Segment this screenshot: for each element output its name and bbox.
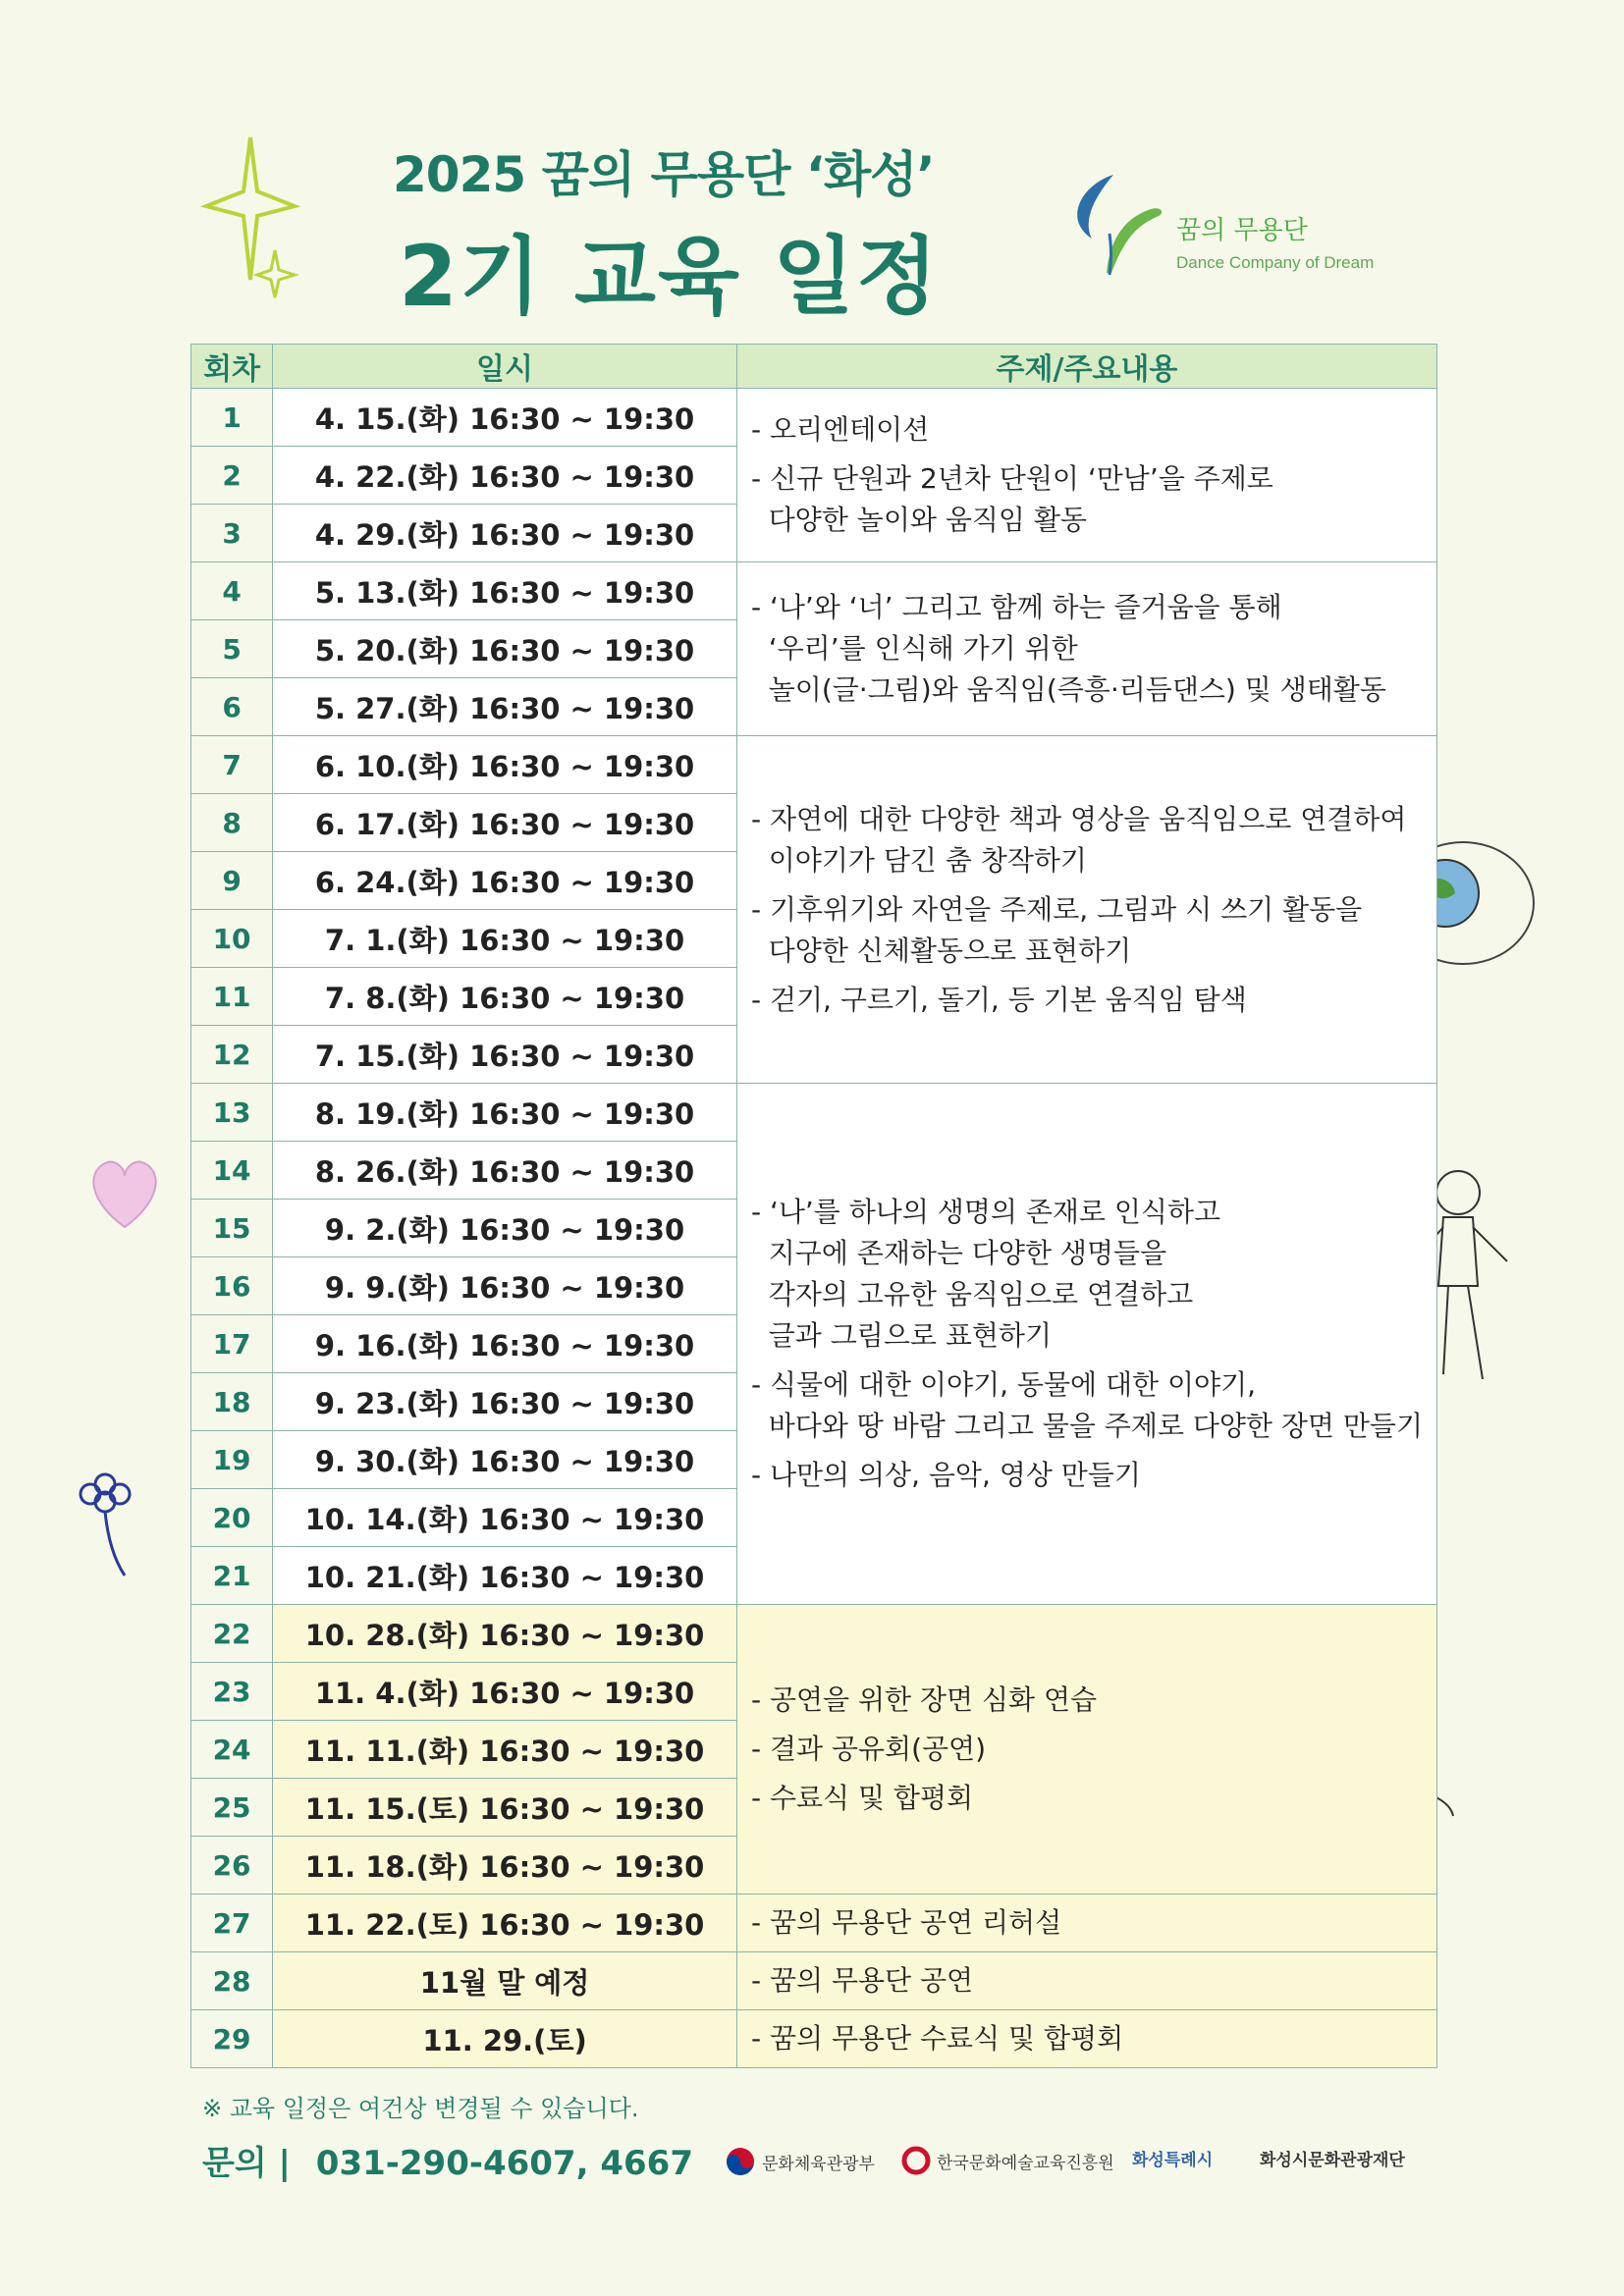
session-datetime: 11. 22.(토) 16:30 ~ 19:30: [273, 1895, 737, 1952]
table-row: [191, 1605, 1437, 1663]
topic-cell: [736, 1605, 1436, 1895]
sponsor-mcst: [725, 2146, 875, 2177]
session-datetime: 7. 1.(화) 16:30 ~ 19:30: [273, 910, 737, 968]
session-datetime: 6. 24.(화) 16:30 ~ 19:30: [273, 852, 737, 910]
session-number: 29: [191, 2010, 273, 2068]
session-number: 3: [191, 505, 273, 562]
topic-item: - 꿈의 무용단 공연: [750, 1964, 974, 1997]
session-number: 14: [191, 1142, 273, 1200]
session-number: 8: [191, 794, 273, 852]
topic-item: - 자연에 대한 다양한 책과 영상을 움직임으로 연결하여 이야기가 담긴 춤 창작하기: [750, 802, 1407, 877]
session-number: 26: [191, 1837, 273, 1895]
taegeuk-icon: [725, 2146, 756, 2177]
session-datetime: 11. 29.(토): [273, 2010, 737, 2068]
leaf-logo-icon: [1053, 165, 1170, 283]
session-number: 20: [191, 1489, 273, 1547]
title-line1: 2025 꿈의 무용단 ‘화성’: [393, 146, 935, 203]
table-row: [191, 2010, 1437, 2068]
session-datetime: 9. 16.(화) 16:30 ~ 19:30: [273, 1315, 737, 1373]
topic-item: - 수료식 및 합평회: [750, 1782, 974, 1814]
session-number: 17: [191, 1315, 273, 1373]
session-datetime: 8. 26.(화) 16:30 ~ 19:30: [273, 1142, 737, 1200]
session-number: 16: [191, 1257, 273, 1315]
sponsor-arte: [901, 2146, 1114, 2175]
session-datetime: 9. 23.(화) 16:30 ~ 19:30: [273, 1373, 737, 1431]
topic-item: - 오리엔테이션: [750, 413, 930, 446]
session-number: 23: [191, 1663, 273, 1721]
topic-item: - 나만의 의상, 음악, 영상 만들기: [750, 1459, 1141, 1491]
topic-cell: [736, 2010, 1436, 2068]
flower-doodle-icon: [71, 1472, 139, 1580]
topic-item: - 신규 단원과 2년차 단원이 ‘만남’을 주제로 다양한 놀이와 움직임 활동: [750, 462, 1273, 536]
session-datetime: 10. 21.(화) 16:30 ~ 19:30: [273, 1547, 737, 1605]
session-number: 24: [191, 1721, 273, 1779]
session-datetime: 7. 8.(화) 16:30 ~ 19:30: [273, 968, 737, 1026]
arte-logo-icon: [901, 2146, 931, 2175]
session-number: 27: [191, 1895, 273, 1952]
session-datetime: 11월 말 예정: [273, 1952, 737, 2010]
sponsor-hwaseong: [1132, 2146, 1213, 2170]
session-datetime: 4. 29.(화) 16:30 ~ 19:30: [273, 505, 737, 562]
topic-item: - 기후위기와 자연을 주제로, 그림과 시 쓰기 활동을 다양한 신체활동으로 표현하기: [750, 892, 1363, 967]
contact-phone: 031-290-4607, 4667: [315, 2144, 693, 2183]
session-datetime: 10. 28.(화) 16:30 ~ 19:30: [273, 1605, 737, 1663]
topic-item: - ‘나’를 하나의 생명의 존재로 인식하고 지구에 존재하는 다양한 생명들을 각자의 고유한 움직임으로 연결하고 글과 그림으로 표현하기: [750, 1196, 1221, 1352]
session-datetime: 4. 22.(화) 16:30 ~ 19:30: [273, 447, 737, 505]
session-datetime: 9. 30.(화) 16:30 ~ 19:30: [273, 1431, 737, 1489]
session-number: 5: [191, 620, 273, 678]
session-datetime: 11. 11.(화) 16:30 ~ 19:30: [273, 1721, 737, 1779]
topic-cell: [736, 562, 1436, 736]
sponsor-arte-label: 한국문화예술교육진흥원: [937, 2153, 1114, 2173]
header-topic: 주제/주요내용: [736, 345, 1436, 389]
session-datetime: 5. 27.(화) 16:30 ~ 19:30: [273, 678, 737, 736]
topic-cell: [736, 1895, 1436, 1952]
contact-label: 문의 |: [202, 2144, 291, 2183]
header-session: 회차: [191, 345, 273, 389]
topic-cell: [736, 736, 1436, 1084]
session-datetime: 6. 10.(화) 16:30 ~ 19:30: [273, 736, 737, 794]
topic-cell: [736, 1952, 1436, 2010]
session-number: 7: [191, 736, 273, 794]
session-number: 6: [191, 678, 273, 736]
topic-item: - ‘나’와 ‘너’ 그리고 함께 하는 즐거움을 통해 ‘우리’를 인식해 가기 위한 놀이(글·그림)와 움직임(즉흥·리듬댄스) 및 생태활동: [750, 591, 1386, 706]
table-row: [191, 389, 1437, 447]
header-datetime: 일시: [273, 345, 737, 389]
sponsor-foundation: [1260, 2146, 1405, 2170]
session-number: 21: [191, 1547, 273, 1605]
session-number: 28: [191, 1952, 273, 2010]
session-number: 4: [191, 562, 273, 620]
sponsor-logos: [725, 2138, 1432, 2177]
session-number: 12: [191, 1026, 273, 1084]
session-number: 18: [191, 1373, 273, 1431]
contact-line: [202, 2136, 693, 2184]
topic-item: - 식물에 대한 이야기, 동물에 대한 이야기, 바다와 땅 바람 그리고 물을 주제로 다양한 장면 만들기: [750, 1368, 1423, 1442]
session-datetime: 9. 2.(화) 16:30 ~ 19:30: [273, 1200, 737, 1257]
session-number: 15: [191, 1200, 273, 1257]
session-number: 1: [191, 389, 273, 447]
sparkle-icon: [196, 133, 304, 299]
session-number: 10: [191, 910, 273, 968]
session-datetime: 6. 17.(화) 16:30 ~ 19:30: [273, 794, 737, 852]
session-datetime: 5. 13.(화) 16:30 ~ 19:30: [273, 562, 737, 620]
table-row: [191, 736, 1437, 794]
session-datetime: 5. 20.(화) 16:30 ~ 19:30: [273, 620, 737, 678]
session-datetime: 8. 19.(화) 16:30 ~ 19:30: [273, 1084, 737, 1142]
dance-company-logo: [1053, 165, 1406, 283]
sponsor-mcst-label: 문화체육관광부: [762, 2154, 875, 2174]
session-number: 25: [191, 1779, 273, 1837]
topic-cell: [736, 1084, 1436, 1605]
session-number: 9: [191, 852, 273, 910]
session-number: 19: [191, 1431, 273, 1489]
topic-item: - 꿈의 무용단 공연 리허설: [750, 1906, 1062, 1939]
topic-item: - 걷기, 구르기, 돌기, 등 기본 움직임 탐색: [750, 983, 1247, 1016]
sponsor-hwaseong-label: 화성특례시: [1132, 2151, 1214, 2170]
table-row: [191, 1084, 1437, 1142]
topic-cell: [736, 389, 1436, 562]
topic-item: - 결과 공유회(공연): [750, 1733, 987, 1765]
session-datetime: 11. 18.(화) 16:30 ~ 19:30: [273, 1837, 737, 1895]
logo-subtitle: Dance Company of Dream: [1176, 253, 1375, 272]
schedule-table: [190, 344, 1437, 2068]
session-number: 2: [191, 447, 273, 505]
session-number: 11: [191, 968, 273, 1026]
session-datetime: 4. 15.(화) 16:30 ~ 19:30: [273, 389, 737, 447]
table-row: [191, 1952, 1437, 2010]
title-line2: 2기 교육 일정: [399, 228, 941, 326]
session-datetime: 11. 15.(토) 16:30 ~ 19:30: [273, 1779, 737, 1837]
session-number: 22: [191, 1605, 273, 1663]
heart-doodle-icon: [81, 1148, 169, 1237]
session-datetime: 10. 14.(화) 16:30 ~ 19:30: [273, 1489, 737, 1547]
session-number: 13: [191, 1084, 273, 1142]
logo-name: 꿈의 무용단: [1176, 216, 1308, 245]
topic-item: - 공연을 위한 장면 심화 연습: [750, 1683, 1098, 1716]
table-row: [191, 562, 1437, 620]
topic-item: - 꿈의 무용단 수료식 및 합평회: [750, 2022, 1124, 2055]
table-row: [191, 1895, 1437, 1952]
sponsor-foundation-label: 화성시문화관광재단: [1260, 2151, 1405, 2170]
session-datetime: 7. 15.(화) 16:30 ~ 19:30: [273, 1026, 737, 1084]
schedule-note: ※ 교육 일정은 여건상 변경될 수 있습니다.: [202, 2095, 639, 2122]
session-datetime: 9. 9.(화) 16:30 ~ 19:30: [273, 1257, 737, 1315]
session-datetime: 11. 4.(화) 16:30 ~ 19:30: [273, 1663, 737, 1721]
